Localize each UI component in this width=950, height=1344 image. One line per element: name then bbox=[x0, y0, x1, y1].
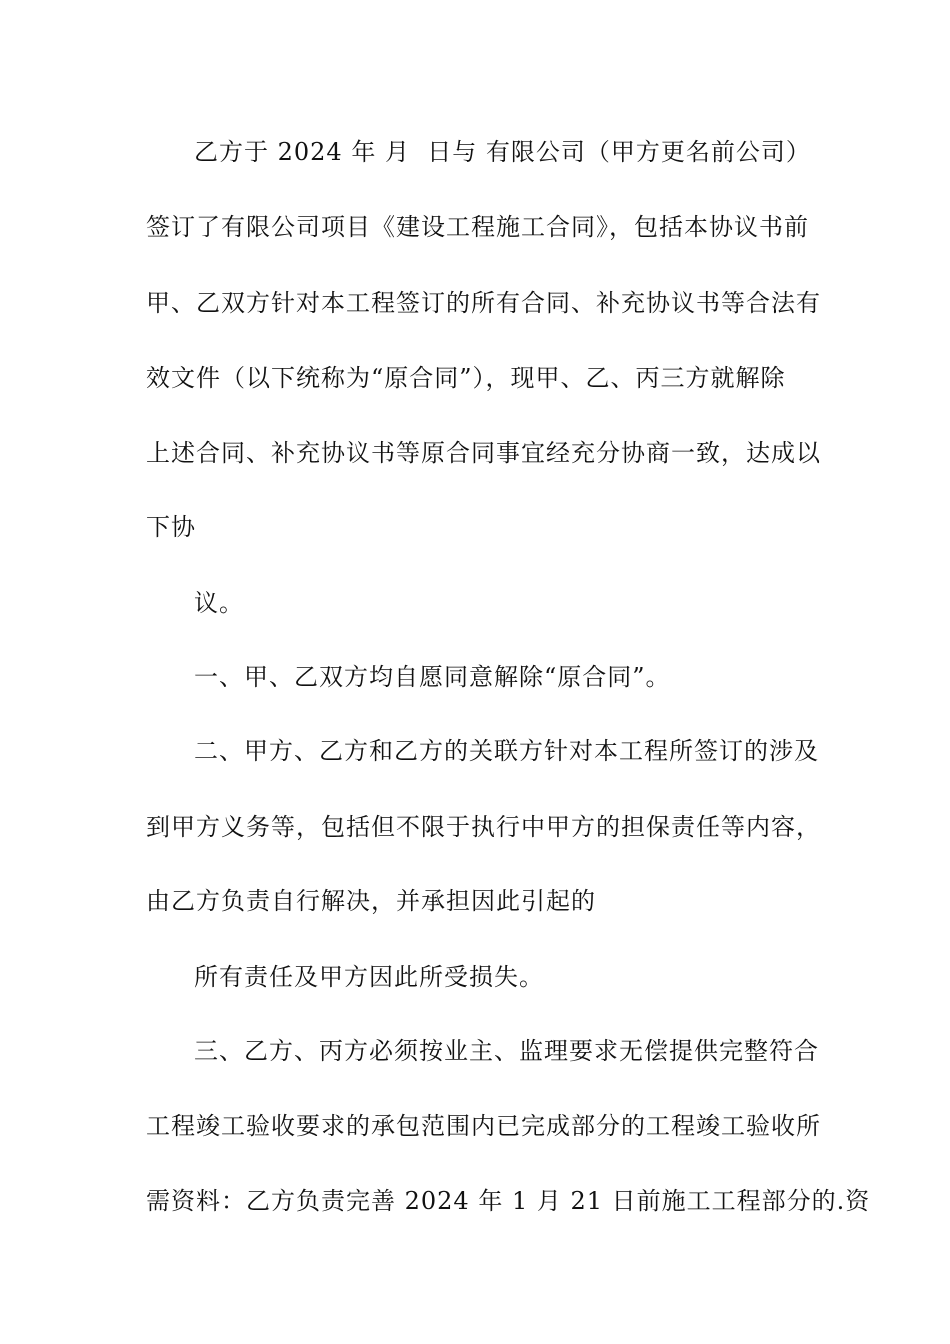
clause-2-line-3: 由乙方负责自行解决，并承担因此引起的 bbox=[146, 887, 596, 915]
clause-2-line-4: 所有责任及甲方因此所受损失。 bbox=[194, 963, 544, 991]
paragraph-intro-line-5: 上述合同、补充协议书等原合同事宜经充分协商一致，达成以 bbox=[146, 439, 821, 467]
clause-3-line-2: 工程竣工验收要求的承包范围内已完成部分的工程竣工验收所 bbox=[146, 1112, 821, 1140]
clause-2-line-1: 二、甲方、乙方和乙方的关联方针对本工程所签订的涉及 bbox=[194, 737, 819, 765]
paragraph-intro-line-6: 下协 bbox=[146, 513, 196, 541]
clause-2-line-2: 到甲方义务等，包括但不限于执行中甲方的担保责任等内容， bbox=[146, 813, 821, 841]
clause-3-line-3: 需资料：乙方负责完善 2024 年 1 月 21 日前施工工程部分的.资 bbox=[146, 1187, 871, 1215]
clause-1: 一、甲、乙双方均自愿同意解除“原合同”。 bbox=[194, 663, 671, 691]
paragraph-intro-end: 议。 bbox=[194, 589, 244, 617]
clause-3-line-1: 三、乙方、丙方必须按业主、监理要求无偿提供完整符合 bbox=[194, 1037, 819, 1065]
paragraph-intro-line-4: 效文件（以下统称为“原合同”），现甲、乙、丙三方就解除 bbox=[146, 364, 786, 392]
paragraph-intro-line-1: 乙方于 2024 年 月 日与 有限公司（甲方更名前公司） bbox=[194, 138, 811, 166]
paragraph-intro-line-2: 签订了有限公司项目《建设工程施工合同》，包括本协议书前 bbox=[146, 213, 809, 241]
paragraph-intro-line-3: 甲、乙双方针对本工程签订的所有合同、补充协议书等合法有 bbox=[146, 289, 821, 317]
